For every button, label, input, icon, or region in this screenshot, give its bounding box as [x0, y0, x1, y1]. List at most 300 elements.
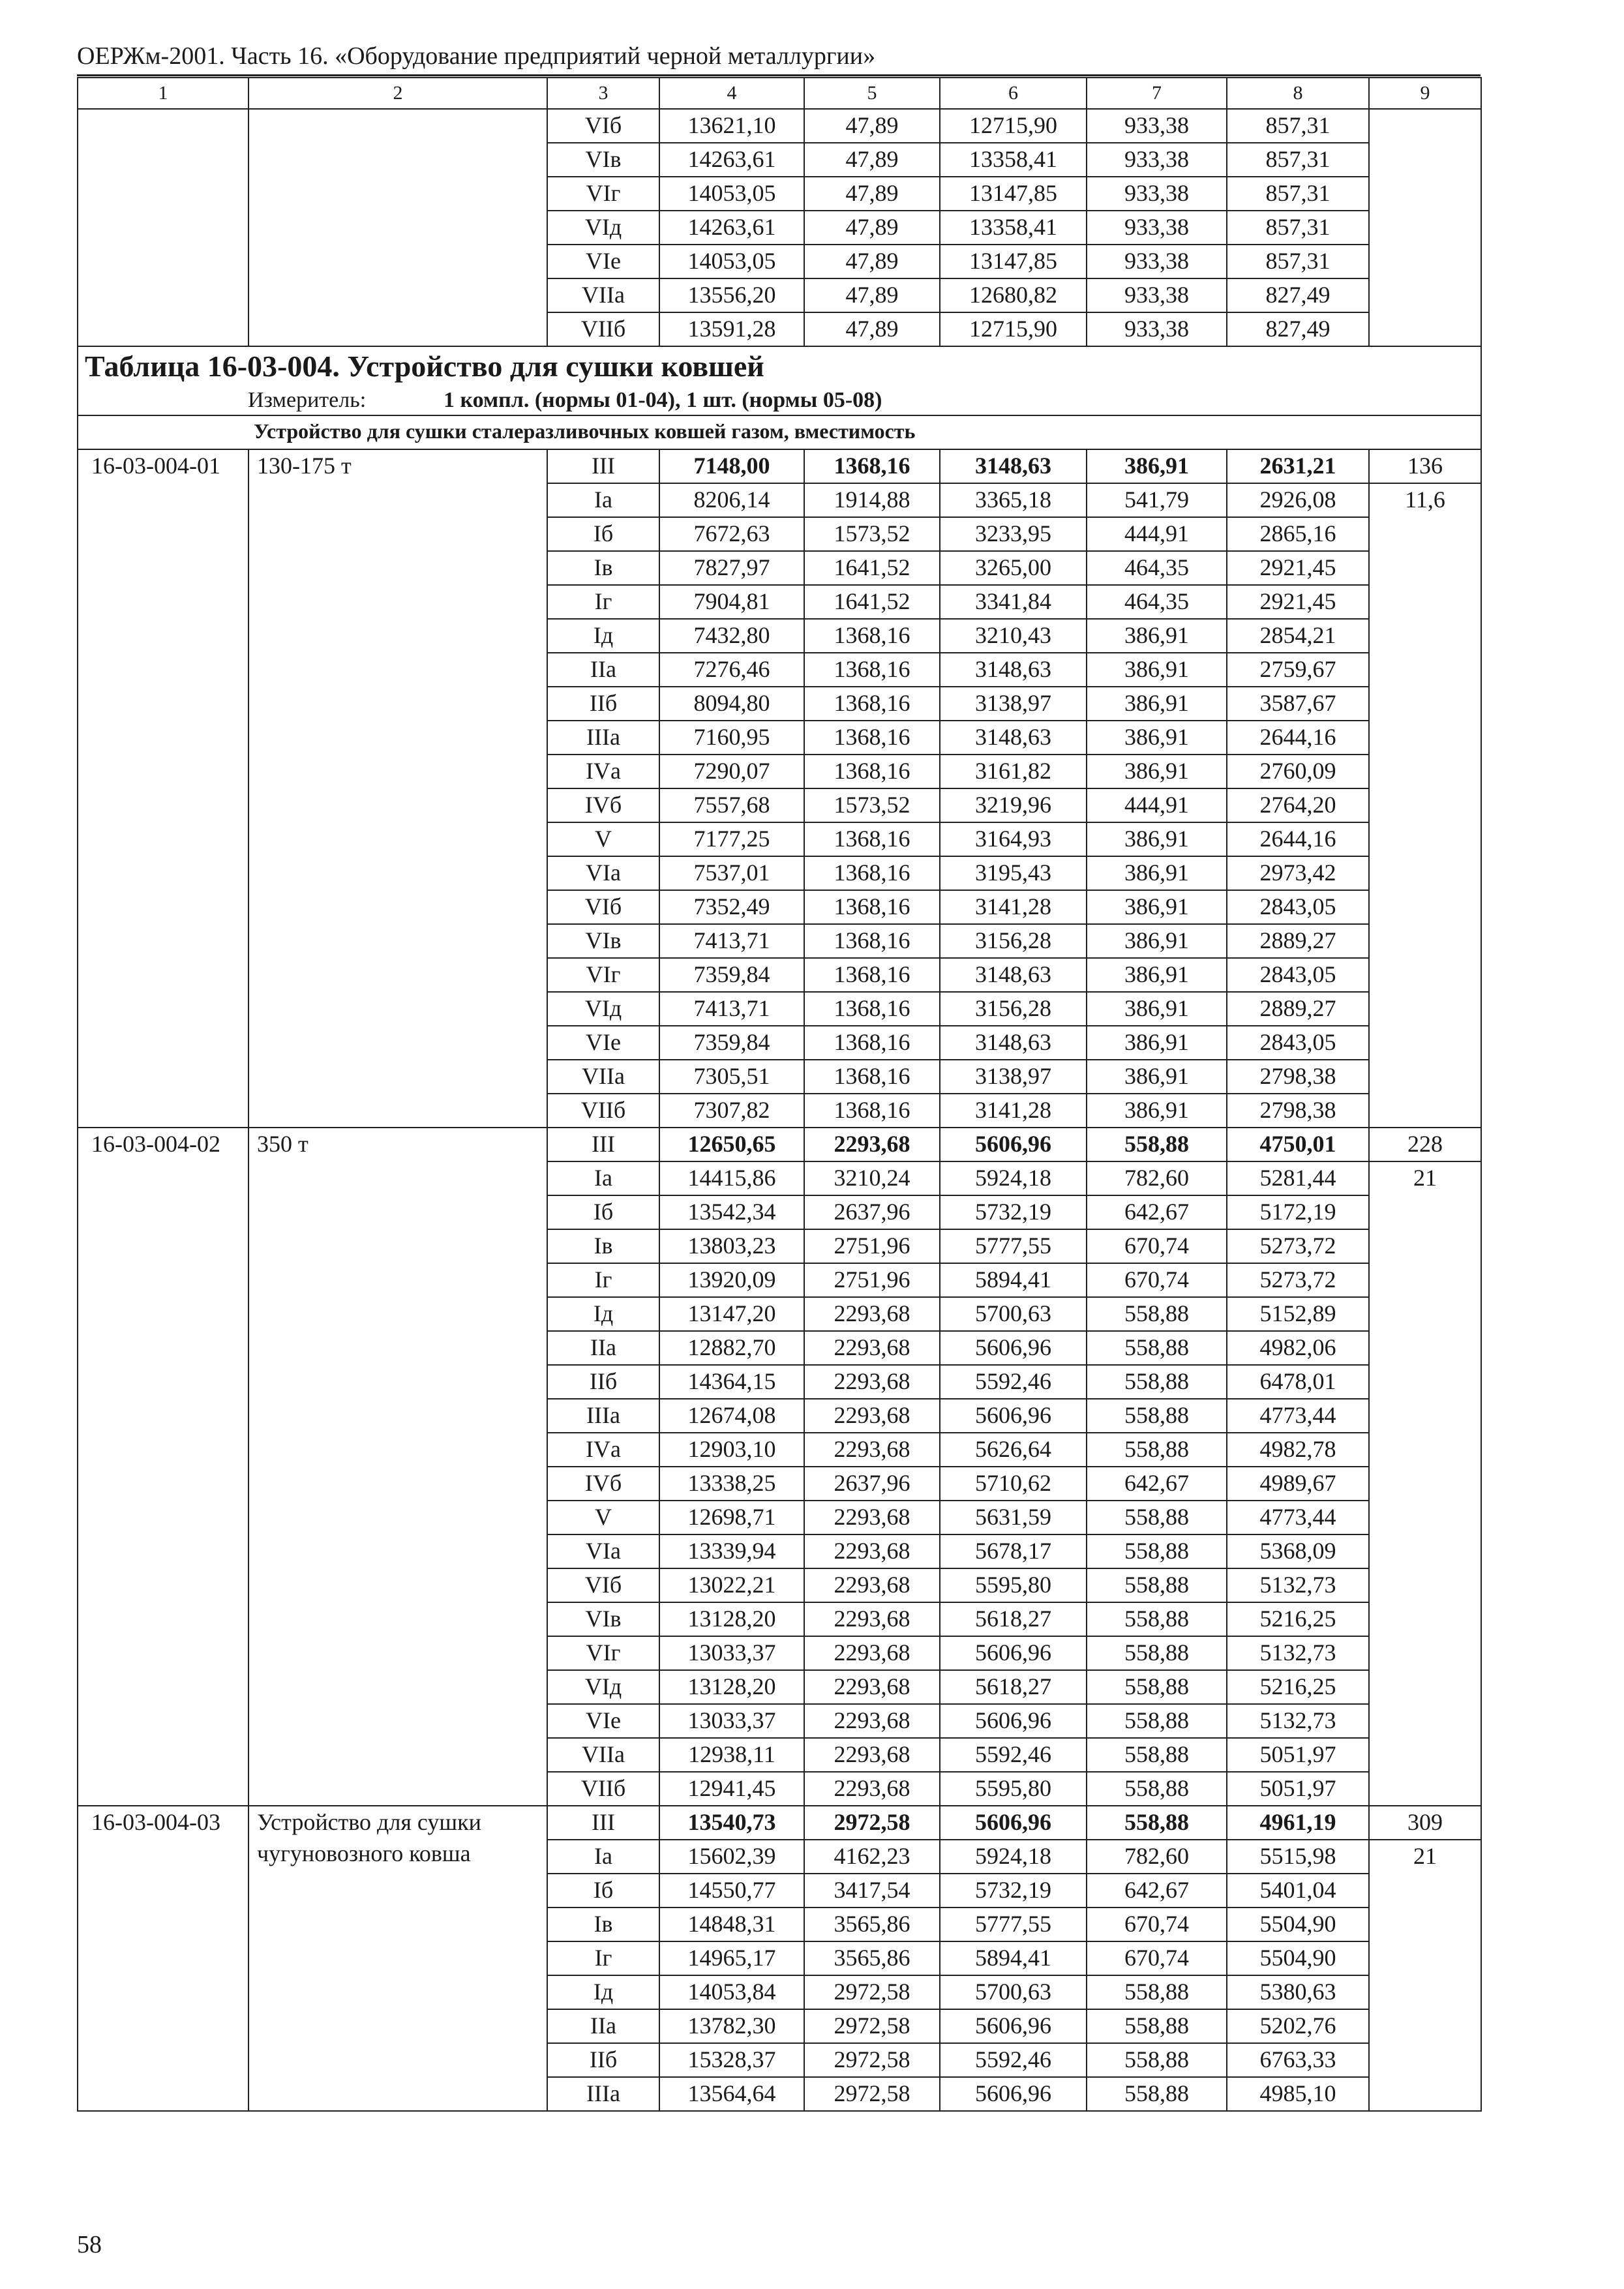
value-cell: 1368,16: [804, 687, 940, 721]
value-cell: 3565,86: [804, 1941, 940, 1975]
zone-cell: VIд: [547, 1670, 659, 1704]
value-cell: 3219,96: [940, 788, 1087, 822]
value-cell: 933,38: [1087, 109, 1227, 143]
value-cell: 13358,41: [940, 143, 1087, 177]
value-cell: 2889,27: [1227, 992, 1369, 1026]
value-cell: 5626,64: [940, 1433, 1087, 1467]
zone-cell: V: [547, 822, 659, 856]
value-cell: 782,60: [1087, 1840, 1227, 1874]
zone-cell: VIд: [547, 992, 659, 1026]
value-cell: 3138,97: [940, 687, 1087, 721]
value-cell: 5595,80: [940, 1568, 1087, 1602]
value-cell: 1368,16: [804, 924, 940, 958]
zone-cell: VIв: [547, 143, 659, 177]
value-cell: 3141,28: [940, 890, 1087, 924]
value-cell: 1368,16: [804, 1060, 940, 1094]
value-cell: 5606,96: [940, 1128, 1087, 1161]
value-cell: 2843,05: [1227, 890, 1369, 924]
value-cell: 4773,44: [1227, 1501, 1369, 1534]
value-cell: 3148,63: [940, 653, 1087, 687]
value-cell: 12715,90: [940, 312, 1087, 346]
value-cell: 670,74: [1087, 1229, 1227, 1263]
value-cell: 1368,16: [804, 721, 940, 755]
value-cell: 5894,41: [940, 1941, 1087, 1975]
value-cell: 558,88: [1087, 2043, 1227, 2077]
value-cell: 4162,23: [804, 1840, 940, 1874]
value-cell: 13540,73: [659, 1806, 804, 1840]
zone-cell: VIIа: [547, 1738, 659, 1772]
value-cell: 7413,71: [659, 924, 804, 958]
value-cell: 3148,63: [940, 1026, 1087, 1060]
value-cell: 13358,41: [940, 211, 1087, 245]
value-cell: 5172,19: [1227, 1195, 1369, 1229]
value-cell: 827,49: [1227, 312, 1369, 346]
value-cell: 12680,82: [940, 278, 1087, 312]
value-cell: 5606,96: [940, 1331, 1087, 1365]
value-cell: 827,49: [1227, 278, 1369, 312]
value-cell: 5592,46: [940, 1738, 1087, 1772]
value-cell: 5894,41: [940, 1263, 1087, 1297]
zone-cell: VIг: [547, 177, 659, 211]
value-cell: 1368,16: [804, 992, 940, 1026]
value-cell: 1368,16: [804, 653, 940, 687]
value-cell: 5380,63: [1227, 1975, 1369, 2009]
value-cell: 5152,89: [1227, 1297, 1369, 1331]
value-cell: 3233,95: [940, 517, 1087, 551]
value-cell: 7432,80: [659, 619, 804, 653]
value-cell: 13621,10: [659, 109, 804, 143]
value-cell: 386,91: [1087, 958, 1227, 992]
zone-cell: IIIа: [547, 721, 659, 755]
value-cell: 7904,81: [659, 585, 804, 619]
value-cell: 2293,68: [804, 1568, 940, 1602]
zone-cell: VIа: [547, 1534, 659, 1568]
zone-cell: VIг: [547, 958, 659, 992]
value-cell: 3417,54: [804, 1874, 940, 1908]
value-cell: 386,91: [1087, 1094, 1227, 1128]
value-cell: 5273,72: [1227, 1263, 1369, 1297]
value-cell: 2889,27: [1227, 924, 1369, 958]
value-cell: 5618,27: [940, 1602, 1087, 1636]
column-number: 4: [659, 78, 804, 109]
zone-cell: VIIа: [547, 1060, 659, 1094]
value-cell: 7359,84: [659, 958, 804, 992]
value-cell: 933,38: [1087, 245, 1227, 278]
value-cell: 12698,71: [659, 1501, 804, 1534]
value-cell: 782,60: [1087, 1161, 1227, 1195]
value-cell: 2759,67: [1227, 653, 1369, 687]
value-cell: 2631,21: [1227, 449, 1369, 483]
zone-cell: VIе: [547, 245, 659, 278]
value-cell: 2972,58: [804, 1806, 940, 1840]
value-cell: 2751,96: [804, 1229, 940, 1263]
col9-cell: 21: [1369, 1840, 1481, 2111]
value-cell: 5132,73: [1227, 1636, 1369, 1670]
value-cell: 857,31: [1227, 211, 1369, 245]
value-cell: 386,91: [1087, 687, 1227, 721]
zone-cell: Iб: [547, 1195, 659, 1229]
zone-cell: VIв: [547, 1602, 659, 1636]
value-cell: 5606,96: [940, 1636, 1087, 1670]
value-cell: 2293,68: [804, 1128, 940, 1161]
zone-cell: VIб: [547, 109, 659, 143]
value-cell: 7305,51: [659, 1060, 804, 1094]
col9-cell: 136: [1369, 449, 1481, 483]
value-cell: 2293,68: [804, 1738, 940, 1772]
value-cell: 13022,21: [659, 1568, 804, 1602]
value-cell: 7352,49: [659, 890, 804, 924]
value-cell: 558,88: [1087, 1128, 1227, 1161]
value-cell: 464,35: [1087, 585, 1227, 619]
value-cell: 5606,96: [940, 1806, 1087, 1840]
value-cell: 47,89: [804, 143, 940, 177]
value-cell: 14848,31: [659, 1908, 804, 1941]
value-cell: 2293,68: [804, 1772, 940, 1806]
value-cell: 464,35: [1087, 551, 1227, 585]
value-cell: 14364,15: [659, 1365, 804, 1399]
value-cell: 1368,16: [804, 958, 940, 992]
value-cell: 8094,80: [659, 687, 804, 721]
value-cell: 7148,00: [659, 449, 804, 483]
value-cell: 2637,96: [804, 1467, 940, 1501]
zone-cell: IVб: [547, 1467, 659, 1501]
value-cell: 5606,96: [940, 1399, 1087, 1433]
value-cell: 5216,25: [1227, 1670, 1369, 1704]
value-cell: 2751,96: [804, 1263, 940, 1297]
value-cell: 13338,25: [659, 1467, 804, 1501]
zone-cell: Iв: [547, 1908, 659, 1941]
name-cell: [248, 109, 547, 346]
value-cell: 933,38: [1087, 278, 1227, 312]
column-number: 3: [547, 78, 659, 109]
value-cell: 5051,97: [1227, 1772, 1369, 1806]
value-cell: 2764,20: [1227, 788, 1369, 822]
zone-cell: Iа: [547, 1840, 659, 1874]
value-cell: 386,91: [1087, 856, 1227, 890]
value-cell: 7177,25: [659, 822, 804, 856]
value-cell: 933,38: [1087, 211, 1227, 245]
value-cell: 5732,19: [940, 1874, 1087, 1908]
value-cell: 3148,63: [940, 449, 1087, 483]
measure-line: [78, 386, 1481, 415]
zone-cell: VIIб: [547, 312, 659, 346]
value-cell: 386,91: [1087, 721, 1227, 755]
value-cell: 1573,52: [804, 517, 940, 551]
value-cell: 642,67: [1087, 1467, 1227, 1501]
value-cell: 2973,42: [1227, 856, 1369, 890]
value-cell: 2644,16: [1227, 721, 1369, 755]
zone-cell: VIIб: [547, 1772, 659, 1806]
value-cell: 1368,16: [804, 449, 940, 483]
value-cell: 2972,58: [804, 2043, 940, 2077]
value-cell: 558,88: [1087, 2009, 1227, 2043]
value-cell: 4985,10: [1227, 2077, 1369, 2111]
value-cell: 14053,05: [659, 245, 804, 278]
value-cell: 2293,68: [804, 1670, 940, 1704]
value-cell: 2843,05: [1227, 1026, 1369, 1060]
value-cell: 386,91: [1087, 822, 1227, 856]
norm-name: 130-175 т: [248, 449, 547, 1128]
value-cell: 558,88: [1087, 1602, 1227, 1636]
value-cell: 6478,01: [1227, 1365, 1369, 1399]
table-title: Таблица 16-03-004. Устройство для сушки ковшей: [78, 346, 1481, 386]
column-number: 2: [248, 78, 547, 109]
value-cell: 3164,93: [940, 822, 1087, 856]
value-cell: 2843,05: [1227, 958, 1369, 992]
value-cell: 5592,46: [940, 1365, 1087, 1399]
value-cell: 14965,17: [659, 1941, 804, 1975]
norms-table: [77, 77, 1482, 2112]
value-cell: 5618,27: [940, 1670, 1087, 1704]
value-cell: 386,91: [1087, 1060, 1227, 1094]
value-cell: 3565,86: [804, 1908, 940, 1941]
value-cell: 47,89: [804, 278, 940, 312]
value-cell: 2293,68: [804, 1433, 940, 1467]
zone-cell: Iг: [547, 1941, 659, 1975]
value-cell: 12941,45: [659, 1772, 804, 1806]
value-cell: 5051,97: [1227, 1738, 1369, 1772]
zone-cell: IIIа: [547, 1399, 659, 1433]
value-cell: 13542,34: [659, 1195, 804, 1229]
value-cell: 5216,25: [1227, 1602, 1369, 1636]
value-cell: 1914,88: [804, 483, 940, 517]
value-cell: 5606,96: [940, 2009, 1087, 2043]
value-cell: 1641,52: [804, 551, 940, 585]
value-cell: 5592,46: [940, 2043, 1087, 2077]
zone-cell: VIIб: [547, 1094, 659, 1128]
value-cell: 12882,70: [659, 1331, 804, 1365]
zone-cell: III: [547, 449, 659, 483]
value-cell: 3138,97: [940, 1060, 1087, 1094]
value-cell: 386,91: [1087, 924, 1227, 958]
value-cell: 2972,58: [804, 2077, 940, 2111]
value-cell: 5700,63: [940, 1297, 1087, 1331]
value-cell: 4982,06: [1227, 1331, 1369, 1365]
subtitle-indent: [78, 415, 248, 449]
value-cell: 3265,00: [940, 551, 1087, 585]
value-cell: 5606,96: [940, 2077, 1087, 2111]
value-cell: 3587,67: [1227, 687, 1369, 721]
zone-cell: VIIа: [547, 278, 659, 312]
value-cell: 7557,68: [659, 788, 804, 822]
value-cell: 558,88: [1087, 2077, 1227, 2111]
value-cell: 2798,38: [1227, 1060, 1369, 1094]
value-cell: 14053,84: [659, 1975, 804, 2009]
value-cell: 2293,68: [804, 1331, 940, 1365]
value-cell: 2760,09: [1227, 755, 1369, 788]
value-cell: 13033,37: [659, 1636, 804, 1670]
column-number: 9: [1369, 78, 1481, 109]
value-cell: 1573,52: [804, 788, 940, 822]
value-cell: 47,89: [804, 312, 940, 346]
zone-cell: VIа: [547, 856, 659, 890]
zone-cell: V: [547, 1501, 659, 1534]
value-cell: 5281,44: [1227, 1161, 1369, 1195]
zone-cell: IIа: [547, 1331, 659, 1365]
section-subtitle: Устройство для сушки сталеразливочных ковшей газом, вместимость: [248, 415, 1481, 449]
value-cell: 558,88: [1087, 1806, 1227, 1840]
value-cell: 2644,16: [1227, 822, 1369, 856]
value-cell: 2854,21: [1227, 619, 1369, 653]
value-cell: 558,88: [1087, 1433, 1227, 1467]
value-cell: 386,91: [1087, 890, 1227, 924]
zone-cell: Iб: [547, 1874, 659, 1908]
value-cell: 5710,62: [940, 1467, 1087, 1501]
value-cell: 857,31: [1227, 245, 1369, 278]
value-cell: 5631,59: [940, 1501, 1087, 1534]
value-cell: 13564,64: [659, 2077, 804, 2111]
value-cell: 2293,68: [804, 1602, 940, 1636]
value-cell: 3141,28: [940, 1094, 1087, 1128]
zone-cell: VIе: [547, 1026, 659, 1060]
zone-cell: VIб: [547, 890, 659, 924]
value-cell: 12650,65: [659, 1128, 804, 1161]
value-cell: 386,91: [1087, 1026, 1227, 1060]
value-cell: 13339,94: [659, 1534, 804, 1568]
value-cell: 2798,38: [1227, 1094, 1369, 1128]
value-cell: 558,88: [1087, 1331, 1227, 1365]
value-cell: 558,88: [1087, 1501, 1227, 1534]
value-cell: 7537,01: [659, 856, 804, 890]
zone-cell: VIд: [547, 211, 659, 245]
value-cell: 7359,84: [659, 1026, 804, 1060]
value-cell: 15602,39: [659, 1840, 804, 1874]
value-cell: 7672,63: [659, 517, 804, 551]
col9-cell: 21: [1369, 1161, 1481, 1806]
zone-cell: Iд: [547, 619, 659, 653]
value-cell: 5132,73: [1227, 1568, 1369, 1602]
value-cell: 1368,16: [804, 1026, 940, 1060]
value-cell: 3148,63: [940, 958, 1087, 992]
value-cell: 558,88: [1087, 1399, 1227, 1433]
zone-cell: IVб: [547, 788, 659, 822]
value-cell: 13782,30: [659, 2009, 804, 2043]
value-cell: 3210,43: [940, 619, 1087, 653]
value-cell: 5504,90: [1227, 1908, 1369, 1941]
value-cell: 386,91: [1087, 992, 1227, 1026]
value-cell: 386,91: [1087, 449, 1227, 483]
value-cell: 47,89: [804, 109, 940, 143]
value-cell: 47,89: [804, 211, 940, 245]
value-cell: 2921,45: [1227, 585, 1369, 619]
value-cell: 6763,33: [1227, 2043, 1369, 2077]
value-cell: 5777,55: [940, 1229, 1087, 1263]
value-cell: 2293,68: [804, 1365, 940, 1399]
norm-name: Устройство для сушки чугуновозного ковша: [248, 1806, 547, 2111]
zone-cell: Iг: [547, 585, 659, 619]
value-cell: 857,31: [1227, 109, 1369, 143]
norms-table-body: [78, 78, 1481, 2111]
value-cell: 5678,17: [940, 1534, 1087, 1568]
value-cell: 2293,68: [804, 1704, 940, 1738]
value-cell: 13920,09: [659, 1263, 804, 1297]
zone-cell: Iв: [547, 1229, 659, 1263]
zone-cell: VIв: [547, 924, 659, 958]
value-cell: 5401,04: [1227, 1874, 1369, 1908]
value-cell: 7827,97: [659, 551, 804, 585]
col9-cell: [1369, 109, 1481, 346]
value-cell: 933,38: [1087, 312, 1227, 346]
value-cell: 1368,16: [804, 755, 940, 788]
value-cell: 2926,08: [1227, 483, 1369, 517]
value-cell: 7307,82: [659, 1094, 804, 1128]
value-cell: 857,31: [1227, 143, 1369, 177]
value-cell: 13128,20: [659, 1670, 804, 1704]
value-cell: 4750,01: [1227, 1128, 1369, 1161]
value-cell: 5515,98: [1227, 1840, 1369, 1874]
value-cell: 1368,16: [804, 1094, 940, 1128]
value-cell: 642,67: [1087, 1195, 1227, 1229]
value-cell: 3365,18: [940, 483, 1087, 517]
value-cell: 3156,28: [940, 992, 1087, 1026]
value-cell: 12938,11: [659, 1738, 804, 1772]
value-cell: 5777,55: [940, 1908, 1087, 1941]
value-cell: 2293,68: [804, 1636, 940, 1670]
value-cell: 14415,86: [659, 1161, 804, 1195]
zone-cell: Iд: [547, 1975, 659, 2009]
zone-cell: IIIа: [547, 2077, 659, 2111]
value-cell: 558,88: [1087, 1772, 1227, 1806]
value-cell: 47,89: [804, 177, 940, 211]
table-title-row: [78, 346, 1481, 386]
column-number: 7: [1087, 78, 1227, 109]
value-cell: 13033,37: [659, 1704, 804, 1738]
value-cell: 8206,14: [659, 483, 804, 517]
table-row: [78, 1806, 1481, 1840]
zone-cell: III: [547, 1128, 659, 1161]
value-cell: 14550,77: [659, 1874, 804, 1908]
zone-cell: Iг: [547, 1263, 659, 1297]
value-cell: 13147,85: [940, 177, 1087, 211]
value-cell: 541,79: [1087, 483, 1227, 517]
value-cell: 1368,16: [804, 822, 940, 856]
value-cell: 14263,61: [659, 143, 804, 177]
measure-value: 1 компл. (нормы 01-04), 1 шт. (нормы 05-08): [444, 388, 882, 412]
value-cell: 1368,16: [804, 890, 940, 924]
table-row: [78, 1128, 1481, 1161]
column-number: 6: [940, 78, 1087, 109]
value-cell: 4773,44: [1227, 1399, 1369, 1433]
value-cell: 3341,84: [940, 585, 1087, 619]
value-cell: 47,89: [804, 245, 940, 278]
zone-cell: VIг: [547, 1636, 659, 1670]
value-cell: 1368,16: [804, 856, 940, 890]
value-cell: 5595,80: [940, 1772, 1087, 1806]
value-cell: 5504,90: [1227, 1941, 1369, 1975]
zone-cell: Iа: [547, 1161, 659, 1195]
value-cell: 386,91: [1087, 619, 1227, 653]
value-cell: 13556,20: [659, 278, 804, 312]
value-cell: 14263,61: [659, 211, 804, 245]
value-cell: 558,88: [1087, 1704, 1227, 1738]
value-cell: 7290,07: [659, 755, 804, 788]
zone-cell: VIе: [547, 1704, 659, 1738]
value-cell: 2921,45: [1227, 551, 1369, 585]
value-cell: 13128,20: [659, 1602, 804, 1636]
page-number: 58: [77, 2231, 102, 2258]
value-cell: 15328,37: [659, 2043, 804, 2077]
value-cell: 558,88: [1087, 1636, 1227, 1670]
value-cell: 1641,52: [804, 585, 940, 619]
value-cell: 2865,16: [1227, 517, 1369, 551]
value-cell: 670,74: [1087, 1941, 1227, 1975]
value-cell: 2637,96: [804, 1195, 940, 1229]
measure-label: Измеритель:: [248, 388, 367, 412]
value-cell: 5700,63: [940, 1975, 1087, 2009]
value-cell: 444,91: [1087, 788, 1227, 822]
value-cell: 13591,28: [659, 312, 804, 346]
value-cell: 5924,18: [940, 1840, 1087, 1874]
